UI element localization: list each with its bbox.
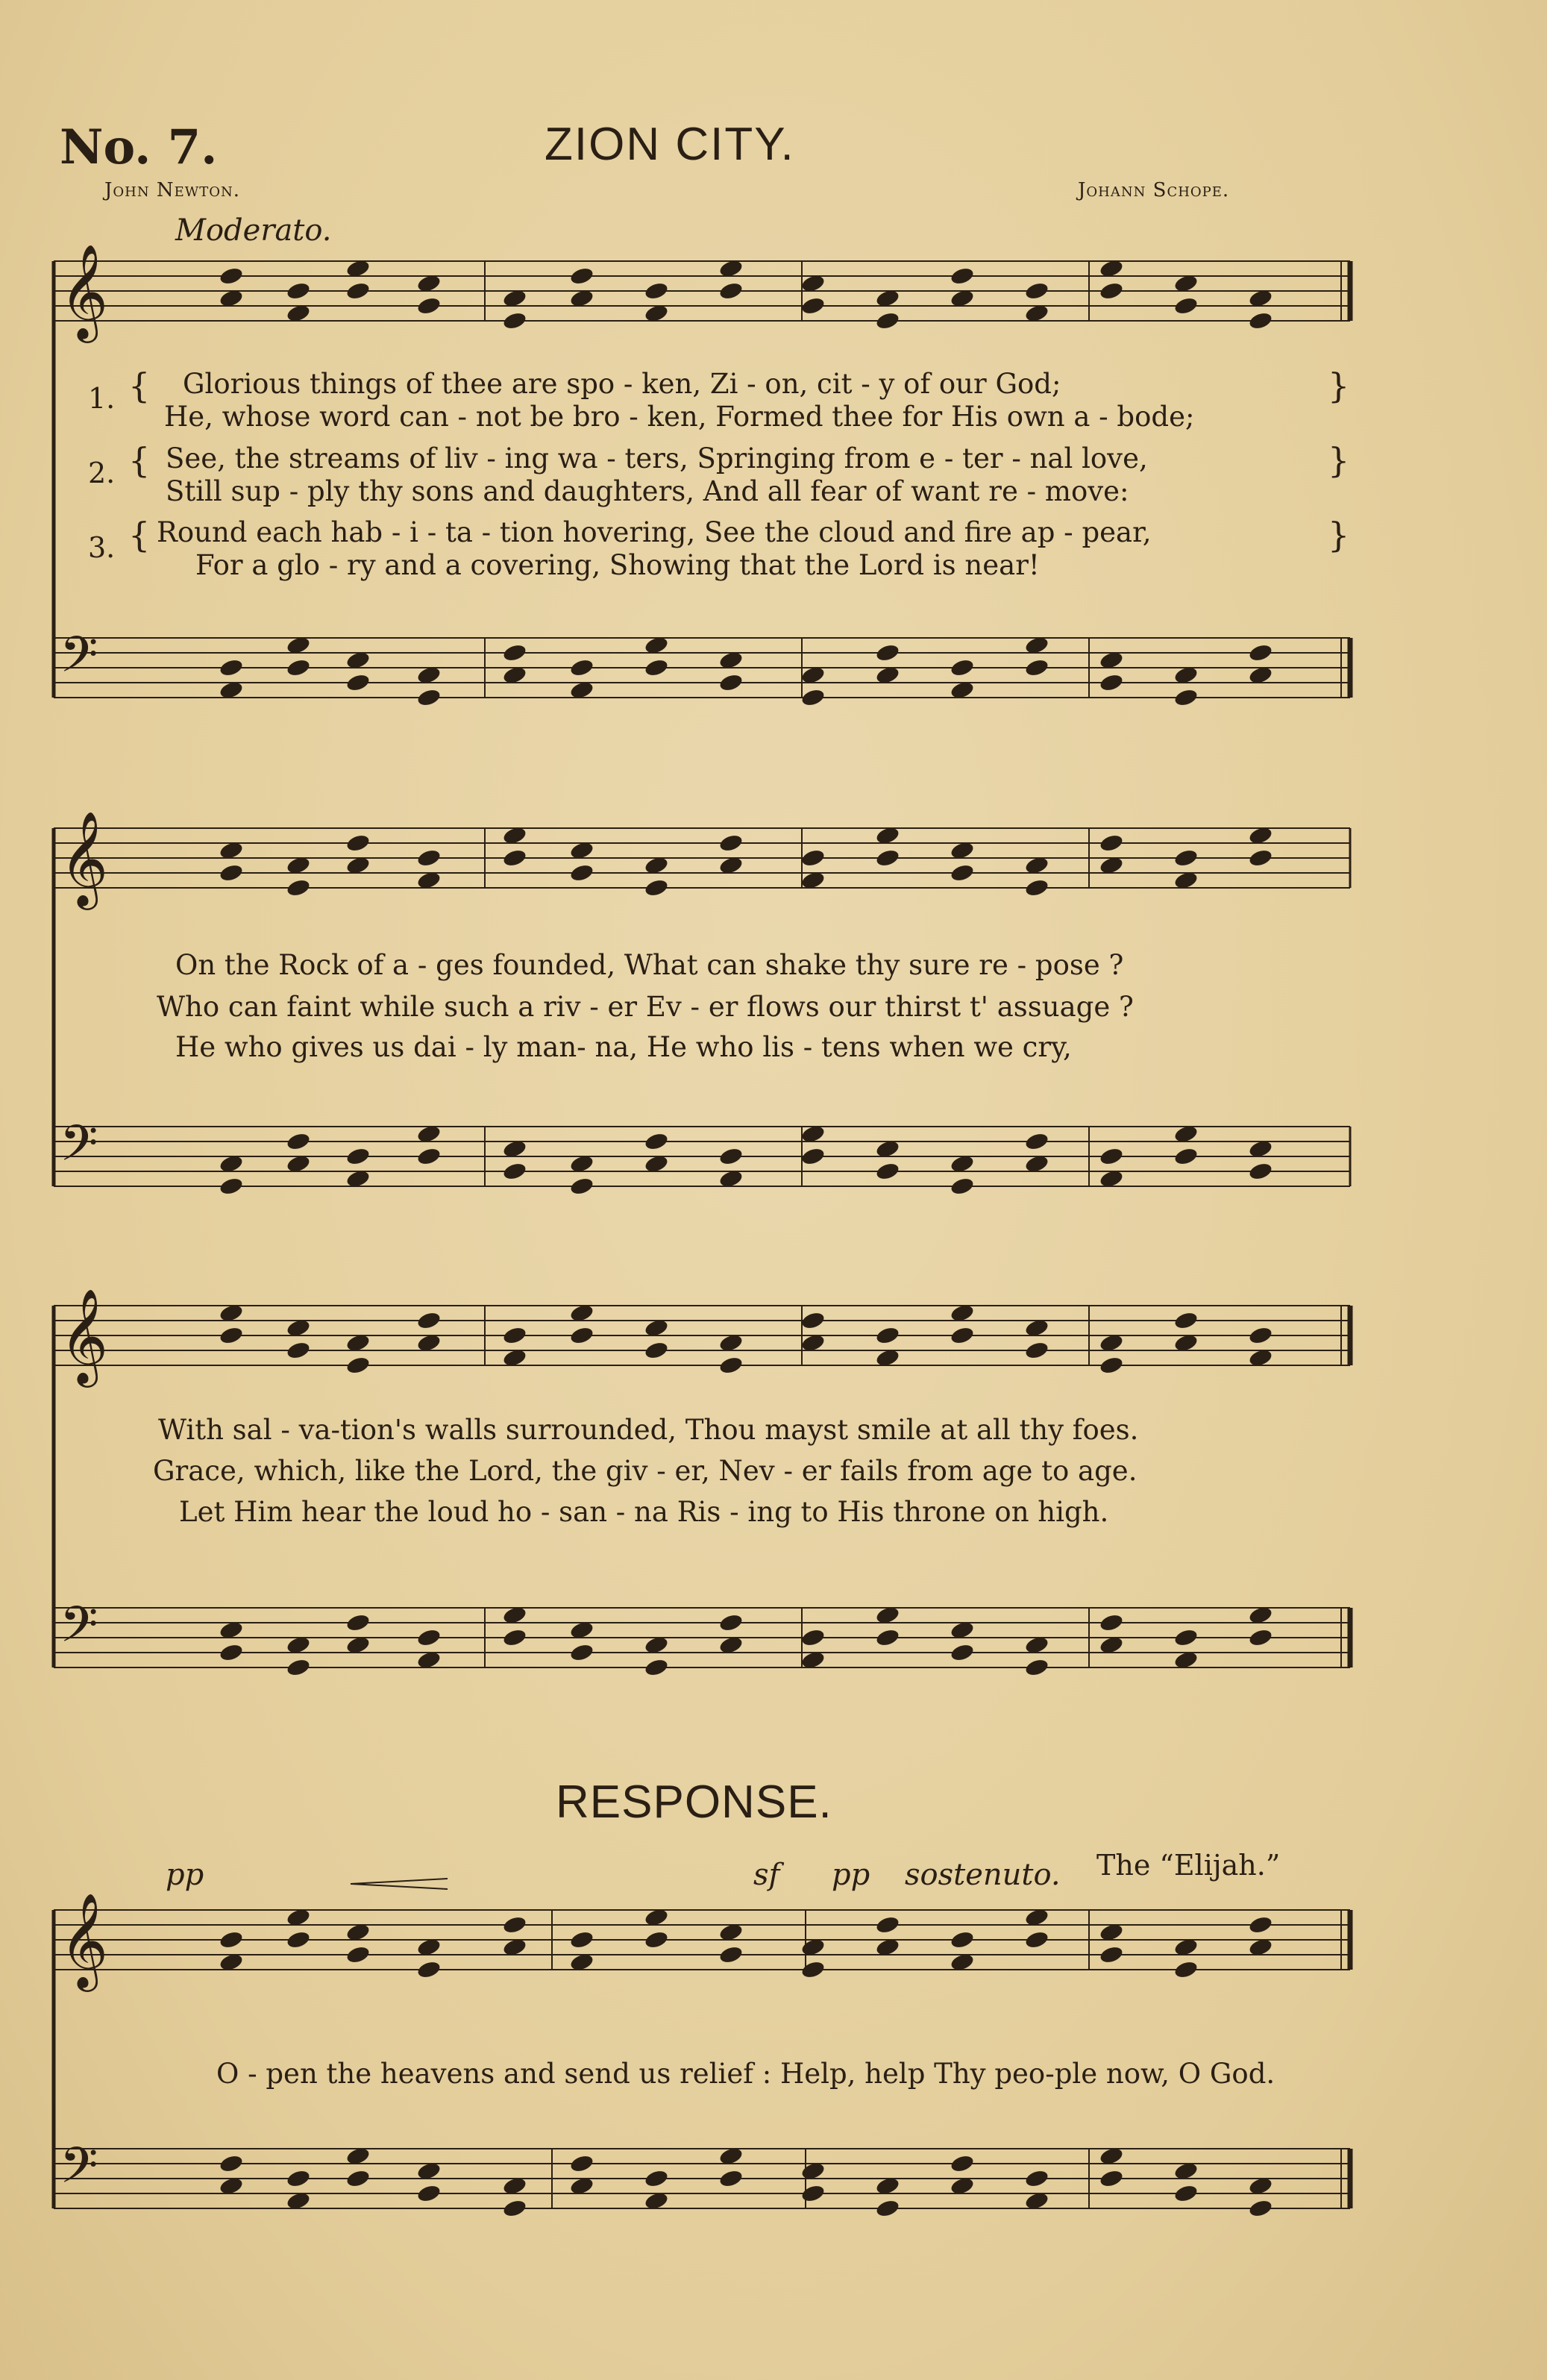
note-head (718, 281, 744, 301)
source-credit: The “Elijah.” (1096, 1849, 1281, 1882)
note-head (416, 1146, 442, 1166)
note-head (644, 1340, 669, 1360)
brace-right: } (1328, 440, 1350, 480)
note-head (875, 1161, 900, 1181)
note-head (1099, 2168, 1124, 2188)
note-head (219, 1929, 244, 1950)
note-head (345, 2168, 371, 2188)
lyric-line: Let Him hear the loud ho - san - na Ris - ing to His throne on high. (179, 1496, 1109, 1528)
note-head (1024, 1131, 1049, 1151)
brace-left: { (128, 440, 151, 480)
note-head (416, 848, 442, 868)
note-head (286, 1340, 311, 1360)
note-head (800, 1310, 826, 1330)
brace-right: } (1328, 515, 1350, 555)
note-head (1248, 2198, 1273, 2218)
note-head (1173, 2183, 1199, 2203)
note-head (1248, 1161, 1273, 1181)
note-head (950, 1176, 975, 1196)
note-head (800, 295, 826, 316)
note-head (1248, 1325, 1273, 1345)
note-head (286, 1131, 311, 1151)
note-head (569, 1929, 594, 1950)
lyric-line: He who gives us dai - ly man- na, He who lis - tens when we cry, (175, 1031, 1072, 1063)
note-head (718, 2168, 744, 2188)
note-head (502, 310, 527, 331)
note-head (502, 1325, 527, 1345)
note-head (219, 1642, 244, 1662)
brace-left: { (128, 515, 151, 555)
note-head (1173, 1146, 1199, 1166)
verse-line: Round each hab - i - ta - tion hovering, See the cloud and fire ap - pear, (157, 516, 1152, 548)
note-head (644, 877, 669, 898)
note-head (345, 1355, 371, 1375)
note-head (1248, 848, 1273, 868)
lyric-line: On the Rock of a - ges founded, What can shake thy sure re - pose ? (175, 949, 1124, 981)
note-head (416, 295, 442, 316)
composer-credit: Johann Schope. (1078, 179, 1230, 201)
note-head (1173, 1959, 1199, 1979)
note-head (569, 657, 594, 677)
treble-clef-icon: 𝄞 (60, 810, 109, 906)
note-head (416, 1627, 442, 1647)
bass-clef-icon: 𝄢 (60, 1596, 98, 1665)
note-head (502, 848, 527, 868)
note-head (1099, 281, 1124, 301)
note-head (800, 687, 826, 707)
note-head (644, 281, 669, 301)
note-head (875, 310, 900, 331)
note-head (1173, 1627, 1199, 1647)
note-head (569, 1325, 594, 1345)
note-head (1024, 2168, 1049, 2188)
note-head (950, 1642, 975, 1662)
brace-right: } (1328, 366, 1350, 406)
note-head (286, 657, 311, 677)
bass-clef-icon: 𝄢 (60, 626, 98, 695)
sostenuto-marking: sostenuto. (905, 1858, 1061, 1892)
note-head (416, 1310, 442, 1330)
note-head (1173, 687, 1199, 707)
note-head (644, 2168, 669, 2188)
verse-line: For a glo - ry and a covering, Showing that the Lord is near! (195, 549, 1040, 581)
note-head (1248, 1914, 1273, 1935)
note-head (569, 1642, 594, 1662)
note-head (1024, 1657, 1049, 1677)
note-head (1024, 877, 1049, 898)
verse-line: He, whose word can - not be bro - ken, Formed thee for His own a - bode; (164, 401, 1195, 433)
note-head (950, 1325, 975, 1345)
note-head (1248, 310, 1273, 331)
note-head (1024, 1340, 1049, 1360)
treble-clef-icon: 𝄞 (60, 243, 109, 339)
verse-number: 3. (88, 531, 116, 564)
note-head (569, 862, 594, 883)
note-head (502, 1627, 527, 1647)
note-head (1099, 672, 1124, 692)
note-head (345, 281, 371, 301)
bass-clef-icon: 𝄢 (60, 1115, 98, 1184)
note-head (219, 1325, 244, 1345)
note-head (718, 1612, 744, 1632)
note-head (345, 833, 371, 853)
brace-left: { (128, 366, 151, 406)
note-head (718, 1944, 744, 1964)
note-head (345, 1146, 371, 1166)
note-head (219, 1176, 244, 1196)
note-head (1173, 1310, 1199, 1330)
note-head (644, 657, 669, 677)
note-head (1024, 657, 1049, 677)
note-head (718, 1355, 744, 1375)
note-head (950, 862, 975, 883)
note-head (219, 657, 244, 677)
note-head (1024, 281, 1049, 301)
note-head (1099, 1355, 1124, 1375)
note-head (1099, 833, 1124, 853)
note-head (569, 1176, 594, 1196)
hairpin-icon (351, 1879, 448, 1889)
note-head (286, 281, 311, 301)
note-head (800, 1959, 826, 1979)
note-head (416, 1959, 442, 1979)
treble-clef-icon: 𝄞 (60, 1288, 109, 1383)
note-head (1024, 1929, 1049, 1950)
lyric-line: With sal - va-tion's walls surrounded, Thou mayst smile at all thy foes. (158, 1414, 1139, 1446)
note-head (875, 2198, 900, 2218)
note-head (1099, 1612, 1124, 1632)
lyric-line: O - pen the heavens and send us relief : Help, help Thy peo-ple now, O God. (216, 2058, 1275, 2090)
note-head (286, 1929, 311, 1950)
treble-clef-icon: 𝄞 (60, 1892, 109, 1988)
note-head (950, 657, 975, 677)
note-head (800, 848, 826, 868)
note-head (502, 642, 527, 663)
note-head (800, 1627, 826, 1647)
note-head (219, 266, 244, 286)
hymn-number: No. 7. (60, 119, 218, 175)
note-head (502, 1161, 527, 1181)
note-head (502, 2198, 527, 2218)
note-head (345, 1944, 371, 1964)
note-head (875, 1627, 900, 1647)
note-head (286, 2168, 311, 2188)
note-head (875, 642, 900, 663)
verse-number: 2. (88, 457, 116, 489)
hymn-title: ZION CITY. (545, 119, 795, 170)
note-head (718, 672, 744, 692)
note-head (644, 1929, 669, 1950)
note-head (1099, 1146, 1124, 1166)
note-head (345, 1612, 371, 1632)
note-head (416, 2183, 442, 2203)
note-head (502, 1914, 527, 1935)
note-head (875, 848, 900, 868)
note-head (644, 1657, 669, 1677)
note-head (345, 672, 371, 692)
note-head (875, 1325, 900, 1345)
note-head (1248, 642, 1273, 663)
dynamic-sf: sf (753, 1858, 780, 1892)
note-head (416, 687, 442, 707)
note-head (569, 2153, 594, 2173)
note-head (286, 877, 311, 898)
note-head (800, 2183, 826, 2203)
response-title: RESPONSE. (556, 1776, 832, 1828)
tempo-marking: Moderato. (175, 213, 332, 248)
verse-line: See, the streams of liv - ing wa - ters, Springing from e - ter - nal love, (166, 442, 1148, 475)
note-head (950, 2153, 975, 2173)
verse-line: Still sup - ply thy sons and daughters, And all fear of want re - move: (166, 475, 1129, 507)
dynamic-pp: pp (832, 1858, 870, 1892)
lyric-line: Grace, which, like the Lord, the giv - er, Nev - er fails from age to age. (153, 1455, 1138, 1487)
bass-clef-icon: 𝄢 (60, 2137, 98, 2206)
note-head (950, 1929, 975, 1950)
note-head (875, 1914, 900, 1935)
lyric-line: Who can faint while such a riv - er Ev - er flows our thirst t' assuage ? (157, 991, 1134, 1023)
note-head (286, 1657, 311, 1677)
note-head (569, 266, 594, 286)
note-head (718, 833, 744, 853)
note-head (950, 266, 975, 286)
verse-number: 1. (88, 382, 116, 415)
note-head (644, 1131, 669, 1151)
note-head (219, 862, 244, 883)
dynamic-pp: pp (166, 1858, 204, 1892)
note-head (219, 2153, 244, 2173)
note-head (1248, 1627, 1273, 1647)
note-head (800, 1146, 826, 1166)
author-credit: John Newton. (104, 179, 241, 201)
verse-line: Glorious things of thee are spo - ken, Zi - on, cit - y of our God; (183, 368, 1061, 400)
note-head (1173, 295, 1199, 316)
note-head (1173, 848, 1199, 868)
note-head (718, 1146, 744, 1166)
note-head (1099, 1944, 1124, 1964)
